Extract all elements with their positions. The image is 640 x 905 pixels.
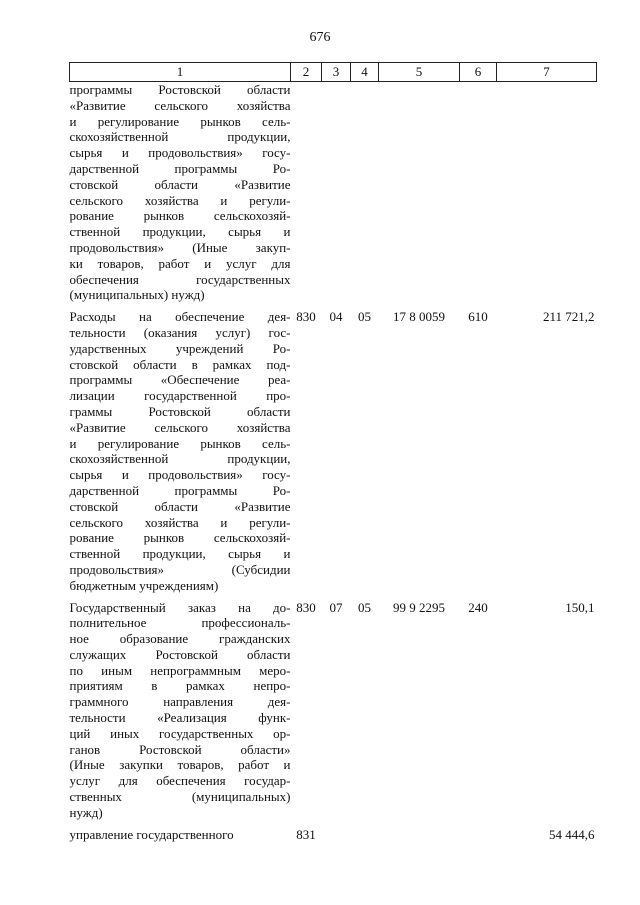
- description-line: программы «Обеспечение реа-: [69, 372, 291, 388]
- table-header-row: [70, 63, 597, 82]
- description-line: продовольствия» (Иные закуп-: [69, 239, 291, 255]
- description-line: (муниципальных) нужд): [69, 287, 205, 303]
- description-line: сельского хозяйства и регули-: [69, 192, 291, 208]
- description-line: управление государственного: [69, 826, 234, 842]
- description-line: служащих Ростовской области: [69, 646, 291, 662]
- row-description: [70, 82, 291, 304]
- expense-type-code: 610: [468, 309, 488, 325]
- ministry-code: 830: [296, 309, 316, 325]
- description-line: ственной продукции, сырья и: [69, 224, 291, 240]
- description-line: рование рынков сельскохозяй-: [69, 208, 291, 224]
- column-header-1: 1: [70, 63, 291, 82]
- description-line: тельности «Реализация функ-: [69, 710, 291, 726]
- description-line: бюджетным учреждениям): [69, 577, 219, 593]
- table-row: [70, 82, 597, 304]
- expense-type-code: [460, 821, 497, 843]
- description-line: стовской области «Развитие: [69, 498, 291, 514]
- section-code: [322, 82, 351, 304]
- description-line: полнительное профессиональ-: [69, 615, 291, 631]
- row-description: [70, 821, 291, 843]
- description-line: дарственной программы Ро-: [69, 482, 291, 498]
- ministry-code: 831: [296, 826, 316, 842]
- description-line: скохозяйственной продукции,: [69, 129, 291, 145]
- description-line: нужд): [69, 804, 103, 820]
- description-line: обеспечения государственных: [69, 271, 291, 287]
- amount: 150,1: [565, 599, 595, 615]
- description-line: программы Ростовской области: [69, 82, 291, 97]
- subsection-code: [351, 821, 379, 843]
- expense-type-code: [460, 82, 497, 304]
- column-header-4: 4: [351, 63, 379, 82]
- ministry-code: 830: [296, 599, 316, 615]
- budget-table: [69, 62, 597, 842]
- description-line: ударственных учреждений Ро-: [69, 340, 291, 356]
- description-line: граммы Ростовской области: [69, 403, 291, 419]
- target-article-code: [379, 821, 460, 843]
- description-line: сельского хозяйства и регули-: [69, 514, 291, 530]
- description-line: и регулирование рынков сель-: [69, 113, 291, 129]
- description-line: и регулирование рынков сель-: [69, 435, 291, 451]
- target-article-code: 99 9 2295: [393, 599, 445, 615]
- description-line: приятиям в рамках непро-: [69, 678, 291, 694]
- row-description: [70, 303, 291, 593]
- description-line: стовской области «Развитие: [69, 176, 291, 192]
- description-line: граммного направления дея-: [69, 694, 291, 710]
- description-line: «Развитие сельского хозяйства: [69, 419, 291, 435]
- description-line: Расходы на обеспечение дея-: [69, 309, 291, 325]
- description-line: (Иные закупки товаров, работ и: [69, 757, 291, 773]
- subsection-code: [351, 82, 379, 304]
- description-line: Государственный заказ на до-: [69, 599, 291, 615]
- column-header-5: 5: [379, 63, 460, 82]
- column-header-2: 2: [291, 63, 322, 82]
- section-code: [322, 821, 351, 843]
- description-line: рование рынков сельскохозяй-: [69, 530, 291, 546]
- target-article-code: 17 8 0059: [393, 309, 445, 325]
- expense-type-code: 240: [468, 599, 488, 615]
- row-description: [70, 594, 291, 821]
- amount: [497, 82, 597, 304]
- amount: 211 721,2: [542, 309, 595, 325]
- table-row: [70, 821, 597, 843]
- table-body: [70, 82, 597, 843]
- description-line: услуг для обеспечения государ-: [69, 773, 291, 789]
- section-code: 04: [329, 309, 343, 325]
- description-line: по иным непрограммным меро-: [69, 662, 291, 678]
- section-code: 07: [329, 599, 343, 615]
- description-line: продовольствия» (Субсидии: [69, 561, 291, 577]
- description-line: стовской области в рамках под-: [69, 356, 291, 372]
- description-line: ственной продукции, сырья и: [69, 546, 291, 562]
- target-article-code: [379, 82, 460, 304]
- description-line: скохозяйственной продукции,: [69, 451, 291, 467]
- description-line: ное образование гражданских: [69, 631, 291, 647]
- amount: 54 444,6: [549, 826, 595, 842]
- description-line: тельности (оказания услуг) гос-: [69, 324, 291, 340]
- description-line: сырья и продовольствия» госу-: [69, 467, 291, 483]
- subsection-code: 05: [358, 309, 371, 325]
- description-line: дарственной программы Ро-: [69, 160, 291, 176]
- description-line: лизации государственной про-: [69, 388, 291, 404]
- description-line: «Развитие сельского хозяйства: [69, 97, 291, 113]
- description-line: ганов Ростовской области»: [69, 741, 291, 757]
- table-row: [70, 594, 597, 821]
- page-number: 676: [309, 30, 331, 45]
- column-header-7: 7: [497, 63, 597, 82]
- description-line: ций иных государственных ор-: [69, 725, 291, 741]
- ministry-code: [291, 82, 322, 304]
- column-header-6: 6: [460, 63, 497, 82]
- column-header-3: 3: [322, 63, 351, 82]
- table-row: [70, 303, 597, 593]
- description-line: сырья и продовольствия» госу-: [69, 145, 291, 161]
- description-line: ки товаров, работ и услуг для: [69, 255, 291, 271]
- description-line: ственных (муниципальных): [69, 789, 291, 805]
- subsection-code: 05: [358, 599, 371, 615]
